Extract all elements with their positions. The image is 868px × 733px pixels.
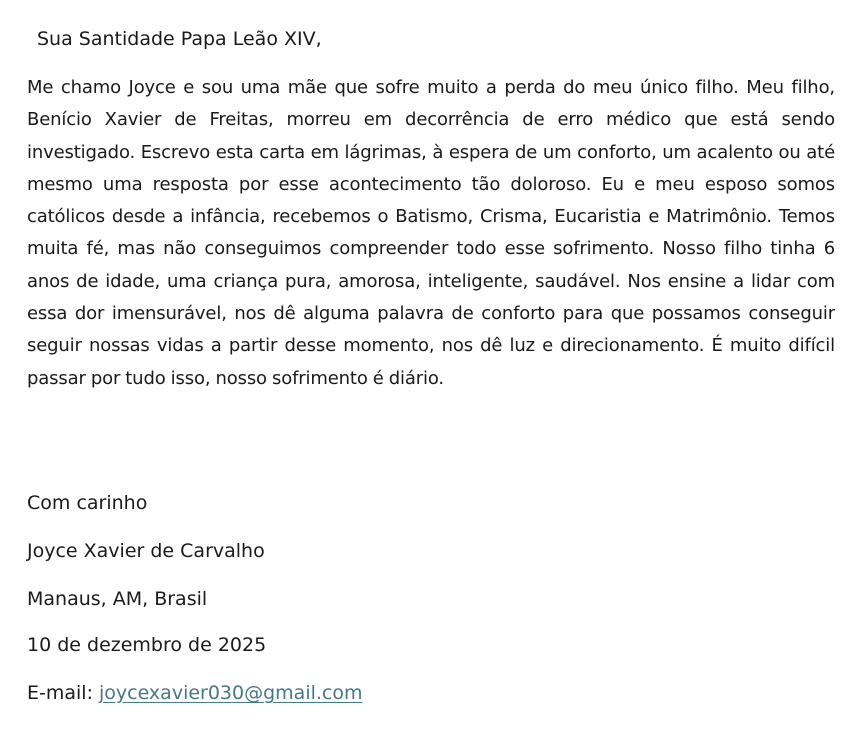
signature-name: Joyce Xavier de Carvalho [27, 540, 265, 562]
signature-location: Manaus, AM, Brasil [27, 588, 208, 610]
signature-date: 10 de dezembro de 2025 [27, 634, 267, 656]
salutation: Sua Santidade Papa Leão XIV, [37, 28, 322, 50]
email-label: E-mail: [27, 682, 93, 704]
closing: Com carinho [27, 492, 148, 514]
email-link[interactable]: joycexavier030@gmail.com [98, 682, 363, 704]
letter-body: Me chamo Joyce e sou uma mãe que sofre muito a perda do meu único filho. Meu filho, Benício Xavier de Freitas, morreu em decorrência de erro médico que está sendo investigado. Escrevo esta carta em lágrimas, à espera de um conforto, um acalento ou até mesmo uma resposta por esse acontecimento tão doloroso. Eu e meu esposo somos católicos desde a infância, recebemos o Batismo, Crisma, Eucaristia e Matrimônio. Temos muita fé, mas não conseguimos compreender todo esse sofrimento. Nosso filho tinha 6 anos de idade, uma criança pura, amorosa, inteligente, saudável. Nos ensine a lidar com essa dor imensurável, nos dê alguma palavra de conforto para que possamos conseguir seguir nossas vidas a partir desse momento, nos dê luz e direcionamento. É muito difícil passar por tudo isso, nosso sofrimento é diário. [27, 77, 835, 389]
signature-email-line [27, 679, 363, 707]
